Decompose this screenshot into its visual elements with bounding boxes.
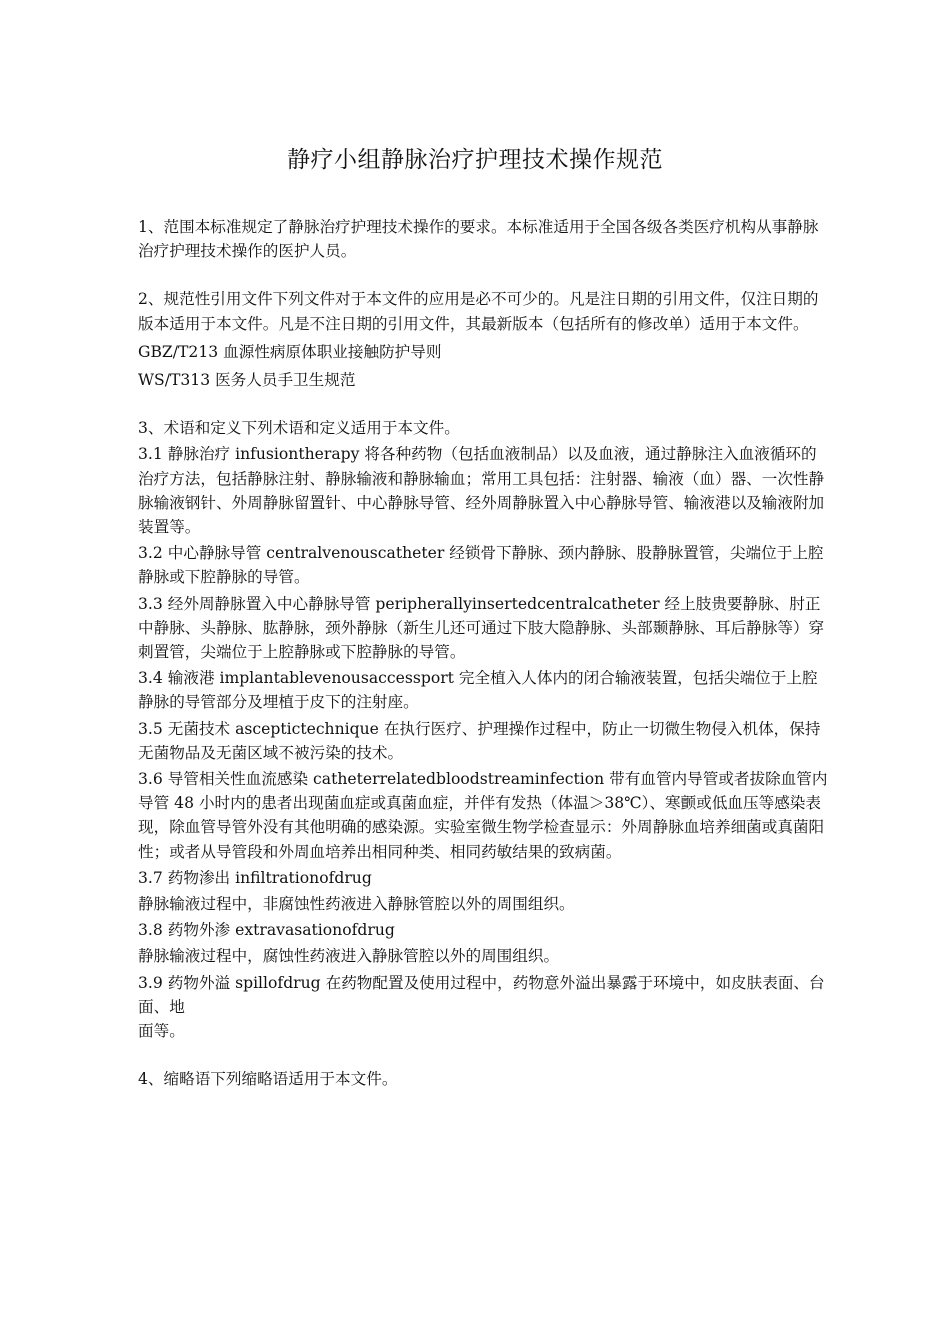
term-3-1-infusion-therapy: 3.1 静脉治疗 infusiontherapy 将各种药物（包括血液制品）以及血液，通过静脉注入血液循环的治疗方法，包括静脉注射、静脉输液和静脉输血；常用工具包括：注射器、输液（血）器、一次性静脉输液钢针、外周静脉留置针、中心静脉导管、经外周静脉置入中心静脉导管、输液港以及输液附加装置等。	[138, 445, 825, 537]
term-3-6-crbsi: 3.6 导管相关性血流感染 catheterrelatedbloodstreaminfection 带有血管内导管或者拔除血管内导管 48 小时内的患者出现菌血症或真菌血症，并伴有发热（体温＞38℃）、寒颤或低血压等感染表现，除血管导管外没有其他明确的感染源。实验室微生物学检查显示：外周静脉血培养细菌或真菌阳性；或者从导管段和外周血培养出相同种类、相同药敏结果的致病菌。	[138, 770, 828, 861]
term-3-8-heading: 3.8 药物外渗 extravasationofdrug	[138, 921, 395, 940]
reference-gbz-t213: GBZ/T213 血源性病原体职业接触防护导则	[138, 342, 442, 361]
section-4-abbreviations: 4、缩略语下列缩略语适用于本文件。	[138, 1070, 398, 1089]
term-3-5-aseptic-technique: 3.5 无菌技术 asceptictechnique 在执行医疗、护理操作过程中，防止一切微生物侵入机体，保持无菌物品及无菌区域不被污染的技术。	[138, 719, 821, 762]
term-3-9-spill: 3.9 药物外溢 spillofdrug 在药物配置及使用过程中，药物意外溢出暴露于环境中，如皮肤表面、台面、地	[138, 973, 825, 1016]
section-3-terms: 3、术语和定义下列术语和定义适用于本文件。	[138, 419, 460, 438]
term-3-9-continuation: 面等。	[138, 1022, 185, 1041]
document-body	[138, 215, 828, 1092]
term-3-7-heading: 3.7 药物渗出 infiltrationofdrug	[138, 868, 372, 887]
term-3-8-definition: 静脉输液过程中，腐蚀性药液进入静脉管腔以外的周围组织。	[138, 947, 560, 966]
term-3-4-port: 3.4 输液港 implantablevenousaccessport 完全植入人体内的闭合输液装置，包括尖端位于上腔静脉的导管部分及埋植于皮下的注射座。	[138, 669, 818, 712]
section-2-normative-references: 2、规范性引用文件下列文件对于本文件的应用是必不可少的。凡是注日期的引用文件，仅注日期的版本适用于本文件。凡是不注日期的引用文件，其最新版本（包括所有的修改单）适用于本文件。	[138, 290, 819, 333]
term-3-2-central-venous-catheter: 3.2 中心静脉导管 centralvenouscatheter 经锁骨下静脉、颈内静脉、股静脉置管，尖端位于上腔静脉或下腔静脉的导管。	[138, 544, 824, 587]
document-title: 静疗小组静脉治疗护理技术操作规范	[287, 147, 663, 173]
term-3-7-definition: 静脉输液过程中，非腐蚀性药液进入静脉管腔以外的周围组织。	[138, 895, 575, 914]
reference-ws-t313: WS/T313 医务人员手卫生规范	[138, 371, 356, 390]
term-3-3-picc: 3.3 经外周静脉置入中心静脉导管 peripherallyinsertedcentralcatheter 经上肢贵要静脉、肘正中静脉、头静脉、肱静脉，颈外静脉（新生儿还可通过下肢大隐静脉、头部颞静脉、耳后静脉等）穿刺置管，尖端位于上腔静脉或下腔静脉的导管。	[138, 594, 825, 662]
section-1-scope: 1、范围本标准规定了静脉治疗护理技术操作的要求。本标准适用于全国各级各类医疗机构从事静脉治疗护理技术操作的医护人员。	[138, 218, 819, 261]
